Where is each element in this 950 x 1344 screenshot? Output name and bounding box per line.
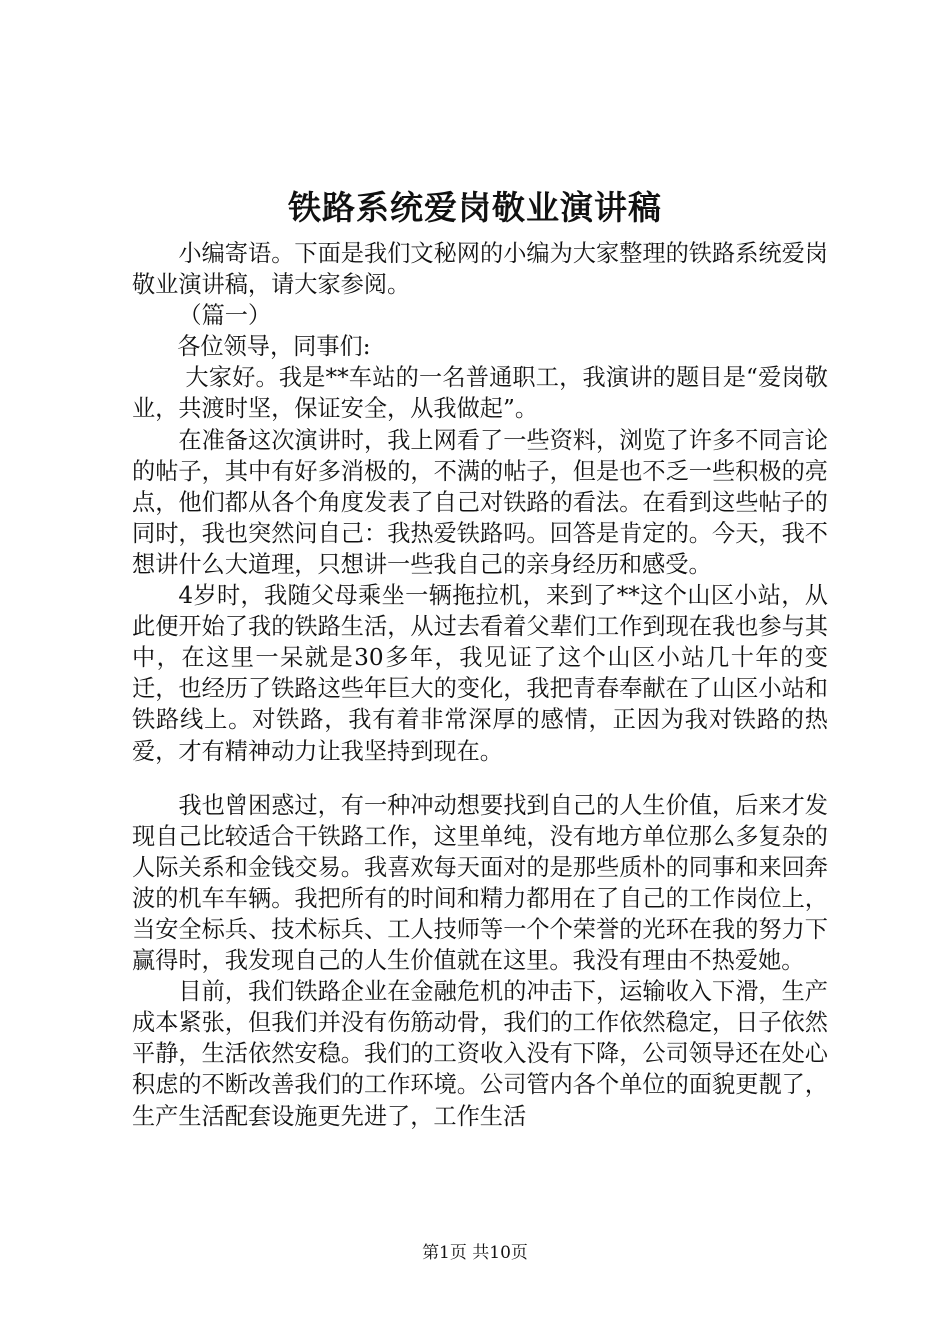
paragraph-preparation: 在准备这次演讲时，我上网看了一些资料，浏览了许多不同言论的帖子，其中有好多消极的，不满的帖子，但是也不乏一些积极的亮点，他们都从各个角度发表了自己对铁路的看法。在看到这些帖子的同时，我也突然问自己：我热爱铁路吗。回答是肯定的。今天，我不想讲什么大道理，只想讲一些我自己的亲身经历和感受。 [132, 426, 828, 578]
paragraph-salutation: 各位领导，同事们: [177, 333, 371, 361]
paragraph-current-situation: 目前，我们铁路企业在金融危机的冲击下，运输收入下滑，生产成本紧张，但我们并没有伤筋动骨，我们的工作依然稳定，日子依然平静，生活依然安稳。我们的工资收入没有下降，公司领导还在处心积虑的不断改善我们的工作环境。公司管内各个单位的面貌更靓了，生产生活配套设施更先进了，工作生活 [132, 978, 828, 1130]
paragraph-childhood: 4岁时，我随父母乘坐一辆拖拉机，来到了**这个山区小站，从此便开始了我的铁路生活，从过去看着父辈们工作到现在我也参与其中，在这里一呆就是30多年，我见证了这个山区小站几十年的变迁，也经历了铁路这些年巨大的变化，我把青春奉献在了山区小站和铁路线上。对铁路，我有着非常深厚的感情，正因为我对铁路的热爱，才有精神动力让我坚持到现在。 [132, 582, 828, 765]
document-title: 铁路系统爱岗敬业演讲稿 [288, 188, 662, 227]
paragraph-section-label: （篇一） [178, 302, 272, 330]
paragraph-intro: 小编寄语。下面是我们文秘网的小编为大家整理的铁路系统爱岗敬业演讲稿，请大家参阅。 [132, 240, 828, 299]
page-number-footer: 第1页 共10页 [422, 1243, 528, 1263]
document-body [132, 238, 828, 1132]
paragraph-greeting: 大家好。我是**车站的一名普通职工，我演讲的题目是“爱岗敬业，共渡时坚，保证安全，从我做起”。 [132, 364, 828, 423]
paragraph-confusion: 我也曾困惑过，有一种冲动想要找到自己的人生价值，后来才发现自己比较适合干铁路工作，这里单纯，没有地方单位那么多复杂的人际关系和金钱交易。我喜欢每天面对的是那些质朴的同事和来回奔波的机车车辆。我把所有的时间和精力都用在了自己的工作岗位上，当安全标兵、技术标兵、工人技师等一个个荣誉的光环在我的努力下赢得时，我发现自己的人生价值就在这里。我没有理由不热爱她。 [132, 791, 828, 975]
